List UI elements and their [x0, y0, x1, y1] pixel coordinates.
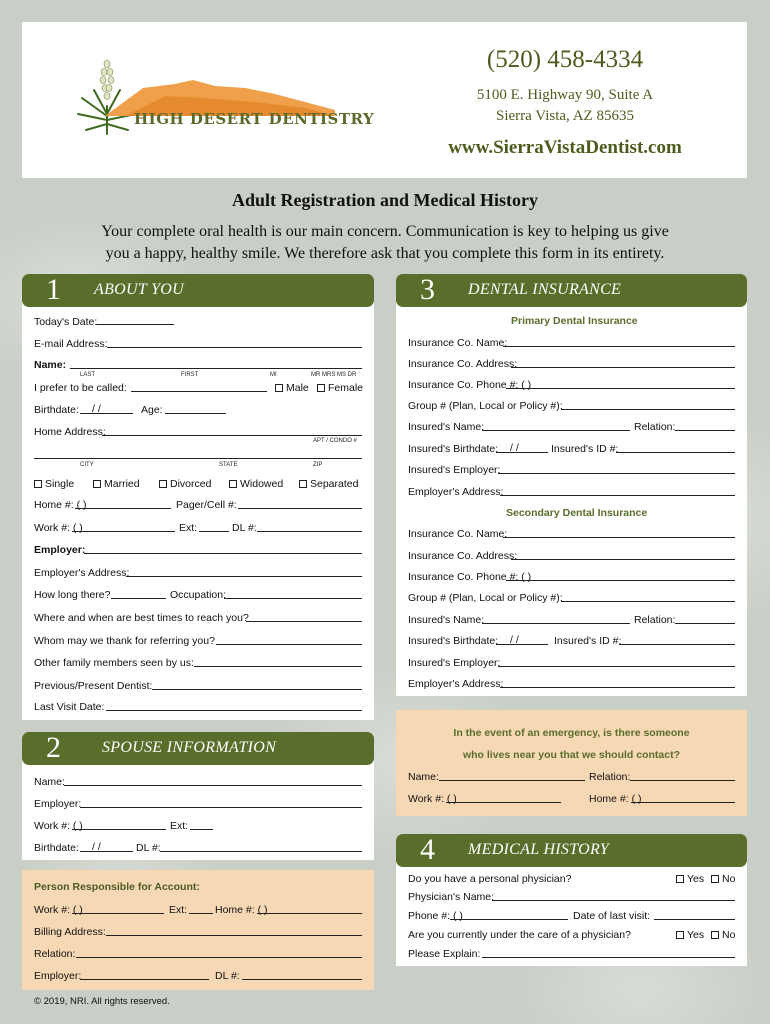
primary-insured-id-label: Insured's ID #:: [551, 443, 619, 455]
emergency-relation-label: Relation:: [589, 771, 631, 783]
emergency-work-label: Work #: ( ): [408, 793, 457, 805]
name-field[interactable]: [70, 368, 362, 369]
spouse-work-label: Work #: ( ): [34, 820, 83, 832]
secondary-co-address-label: Insurance Co. Address:: [408, 550, 518, 562]
section-title: ABOUT YOU: [94, 281, 184, 298]
spouse-name-label: Name:: [34, 776, 65, 788]
work-phone-label: Work #: ( ): [34, 522, 83, 534]
secondary-insured-name-field[interactable]: [482, 623, 630, 624]
checkbox-icon: [676, 931, 684, 939]
how-long-label: How long there?: [34, 589, 111, 601]
responsible-heading: Person Responsible for Account:: [34, 881, 200, 893]
secondary-employer-address-field[interactable]: [500, 687, 735, 688]
home-address-field[interactable]: [102, 435, 362, 436]
primary-employer-address-label: Employer's Address:: [408, 486, 504, 498]
section-number: 1: [46, 273, 61, 306]
primary-co-name-field[interactable]: [503, 346, 735, 347]
birthdate-label: Birthdate:: [34, 404, 79, 416]
physician-name-field[interactable]: [492, 900, 735, 901]
primary-co-phone-label: Insurance Co. Phone #: ( ): [408, 379, 532, 391]
checkbox-icon: [317, 384, 325, 392]
address-line-2: Sierra Vista, AZ 85635: [496, 108, 634, 124]
primary-insured-birthdate-label: Insured's Birthdate:: [408, 443, 499, 455]
referring-field[interactable]: [216, 644, 362, 645]
personal-physician-label: Do you have a personal physician?: [408, 873, 572, 885]
last-physician-visit-label: Date of last visit:: [573, 910, 651, 922]
checkbox-icon: [711, 931, 719, 939]
secondary-co-name-label: Insurance Co. Name:: [408, 528, 508, 540]
spouse-header: [22, 732, 374, 765]
state-caption: STATE: [219, 462, 238, 468]
family-field[interactable]: [194, 666, 362, 667]
secondary-insured-birthdate-field[interactable]: [496, 644, 548, 645]
primary-insurance-heading: Primary Dental Insurance: [511, 315, 638, 327]
checkbox-icon: [676, 875, 684, 883]
secondary-insured-employer-field[interactable]: [498, 666, 735, 667]
checkbox-icon: [711, 875, 719, 883]
secondary-co-address-field[interactable]: [511, 559, 735, 560]
secondary-employer-address-label: Employer's Address:: [408, 678, 504, 690]
best-times-field[interactable]: [246, 621, 362, 622]
spouse-dl-label: DL #:: [136, 842, 161, 854]
responsible-home-label: Home #: ( ): [215, 904, 268, 916]
intro-line-1: Your complete oral health is our main concern. Communication is key to helping us give: [101, 223, 669, 240]
primary-relation-field[interactable]: [675, 430, 735, 431]
secondary-insured-id-field[interactable]: [619, 644, 735, 645]
employer-label: Employer:: [34, 544, 86, 556]
prev-dentist-field[interactable]: [152, 689, 362, 690]
status-single-option[interactable]: Single: [34, 478, 74, 490]
secondary-co-phone-field[interactable]: [506, 580, 735, 581]
checkbox-icon: [275, 384, 283, 392]
email-field[interactable]: [107, 347, 362, 348]
status-widowed-option[interactable]: Widowed: [229, 478, 283, 490]
responsible-employer-label: Employer:: [34, 970, 82, 982]
responsible-work-label: Work #: ( ): [34, 904, 83, 916]
checkbox-icon: [93, 480, 101, 488]
dl-field[interactable]: [257, 531, 362, 532]
birthdate-field[interactable]: [80, 413, 133, 414]
family-label: Other family members seen by us:: [34, 657, 194, 669]
primary-insured-name-field[interactable]: [482, 430, 630, 431]
primary-group-field[interactable]: [561, 409, 735, 410]
medical-header: [396, 834, 747, 867]
phone-number: (520) 458-4334: [486, 46, 644, 73]
last-visit-field[interactable]: [106, 710, 362, 711]
emergency-heading-line-1: In the event of an emergency, is there someone: [453, 727, 690, 739]
spouse-birthdate-slashes: / /: [92, 841, 101, 853]
home-phone-field[interactable]: [75, 508, 171, 509]
name-label: Name:: [34, 359, 67, 371]
prefer-field[interactable]: [131, 391, 267, 392]
primary-group-label: Group # (Plan, Local or Policy #):: [408, 400, 563, 412]
spouse-birthdate-field[interactable]: [80, 851, 133, 852]
age-field[interactable]: [165, 413, 226, 414]
secondary-insured-id-label: Insured's ID #:: [554, 635, 622, 647]
email-label: E-mail Address:: [34, 338, 108, 350]
checkbox-icon: [299, 480, 307, 488]
best-times-label: Where and when are best times to reach you?: [34, 612, 249, 624]
emergency-name-label: Name:: [408, 771, 439, 783]
gender-male-option[interactable]: Male: [275, 382, 309, 394]
under-care-yes-option[interactable]: Yes: [676, 929, 704, 941]
occupation-field[interactable]: [224, 598, 362, 599]
checkbox-icon: [34, 480, 42, 488]
form-title: Adult Registration and Medical History: [232, 190, 538, 210]
pager-label: Pager/Cell #:: [176, 499, 237, 511]
home-address-label: Home Address:: [34, 426, 106, 438]
checkbox-icon: [229, 480, 237, 488]
name-mi-caption: MI: [270, 372, 277, 378]
section-number: 3: [420, 273, 435, 306]
responsible-home-field[interactable]: [257, 913, 362, 914]
emergency-relation-field[interactable]: [630, 780, 735, 781]
responsible-employer-field[interactable]: [80, 979, 209, 980]
emergency-heading-line-2: who lives near you that we should contact?: [462, 749, 681, 761]
spouse-work-field[interactable]: [72, 829, 166, 830]
name-first-caption: FIRST: [181, 372, 199, 378]
last-physician-visit-field[interactable]: [654, 919, 735, 920]
gender-female-option[interactable]: Female: [317, 382, 363, 394]
dl-label: DL #:: [232, 522, 257, 534]
secondary-group-field[interactable]: [561, 601, 735, 602]
physician-phone-label: Phone #: ( ): [408, 910, 463, 922]
responsible-dl-field[interactable]: [242, 979, 362, 980]
section-title: DENTAL INSURANCE: [468, 281, 622, 298]
todays-date-field[interactable]: [96, 324, 174, 325]
primary-insured-employer-field[interactable]: [498, 473, 735, 474]
responsible-dl-label: DL #:: [215, 970, 240, 982]
pager-field[interactable]: [238, 508, 362, 509]
explain-label: Please Explain:: [408, 948, 481, 960]
secondary-insured-name-label: Insured's Name:: [408, 614, 485, 626]
section-number: 4: [420, 833, 435, 866]
status-separated-option[interactable]: Separated: [299, 478, 358, 490]
address-line-1: 5100 E. Highway 90, Suite A: [476, 87, 654, 103]
ext-label: Ext:: [179, 522, 198, 534]
employer-address-field[interactable]: [126, 576, 362, 577]
primary-relation-label: Relation:: [634, 421, 676, 433]
emergency-name-field[interactable]: [439, 780, 585, 781]
occupation-label: Occupation:: [170, 589, 227, 601]
home-phone-label: Home #: ( ): [34, 499, 87, 511]
emergency-home-field[interactable]: [631, 802, 735, 803]
section-number: 2: [46, 731, 61, 764]
spouse-birthdate-label: Birthdate:: [34, 842, 79, 854]
name-titles-caption: MR MRS MS DR: [311, 372, 357, 378]
status-married-option[interactable]: Married: [93, 478, 140, 490]
section-title: MEDICAL HISTORY: [468, 841, 609, 858]
status-divorced-option[interactable]: Divorced: [159, 478, 211, 490]
website-link[interactable]: www.SierraVistaDentist.com: [448, 137, 682, 158]
about-you-header: [22, 274, 374, 307]
referring-label: Whom may we thank for referring you?: [34, 635, 215, 647]
personal-physician-yes-option[interactable]: Yes: [676, 873, 704, 885]
secondary-relation-field[interactable]: [675, 623, 735, 624]
secondary-co-phone-label: Insurance Co. Phone #: ( ): [408, 571, 532, 583]
work-phone-field[interactable]: [72, 531, 175, 532]
city-caption: CITY: [80, 462, 94, 468]
spouse-dl-field[interactable]: [160, 851, 362, 852]
zip-caption: ZIP: [313, 462, 323, 468]
age-label: Age:: [141, 404, 163, 416]
copyright-footer: © 2019, NRI. All rights reserved.: [34, 996, 170, 1007]
primary-co-address-field[interactable]: [511, 367, 735, 368]
billing-address-label: Billing Address:: [34, 926, 106, 938]
insurance-header: [396, 274, 747, 307]
primary-insured-id-field[interactable]: [616, 452, 735, 453]
spouse-employer-field[interactable]: [80, 807, 362, 808]
secondary-insurance-heading: Secondary Dental Insurance: [506, 507, 648, 519]
how-long-field[interactable]: [111, 598, 166, 599]
secondary-group-label: Group # (Plan, Local or Policy #):: [408, 592, 563, 604]
city-state-zip-field[interactable]: [34, 458, 362, 459]
physician-phone-field[interactable]: [450, 919, 568, 920]
secondary-birthdate-slashes: / /: [510, 634, 519, 646]
emergency-home-label: Home #: ( ): [589, 793, 642, 805]
apt-caption: APT / CONDO #: [313, 438, 357, 444]
primary-employer-address-field[interactable]: [500, 495, 735, 496]
logo-text: HIGH DESERT DENTISTRY: [134, 110, 375, 128]
employer-address-label: Employer's Address:: [34, 567, 130, 579]
responsible-relation-field[interactable]: [76, 957, 362, 958]
todays-date-label: Today's Date:: [34, 316, 98, 328]
section-title: SPOUSE INFORMATION: [102, 739, 277, 756]
primary-insured-name-label: Insured's Name:: [408, 421, 485, 433]
responsible-ext-field[interactable]: [189, 913, 213, 914]
ext-field[interactable]: [199, 531, 229, 532]
responsible-relation-label: Relation:: [34, 948, 76, 960]
primary-co-address-label: Insurance Co. Address:: [408, 358, 518, 370]
responsible-work-field[interactable]: [72, 913, 164, 914]
responsible-ext-label: Ext:: [169, 904, 188, 916]
spouse-employer-label: Employer:: [34, 798, 82, 810]
birthdate-slashes: / /: [92, 403, 101, 415]
physician-name-label: Physician's Name:: [408, 891, 495, 903]
under-care-no-option[interactable]: No: [711, 929, 735, 941]
primary-birthdate-slashes: / /: [510, 442, 519, 454]
checkbox-icon: [159, 480, 167, 488]
personal-physician-no-option[interactable]: No: [711, 873, 735, 885]
secondary-insured-employer-label: Insured's Employer:: [408, 657, 501, 669]
spouse-ext-field[interactable]: [190, 829, 213, 830]
secondary-co-name-field[interactable]: [503, 537, 735, 538]
employer-field[interactable]: [84, 553, 362, 554]
secondary-insured-birthdate-label: Insured's Birthdate:: [408, 635, 499, 647]
explain-field[interactable]: [482, 957, 735, 958]
intro-line-2: you a happy, healthy smile. We therefore ask that you complete this form in its entirety.: [105, 245, 665, 262]
secondary-relation-label: Relation:: [634, 614, 676, 626]
primary-insured-birthdate-field[interactable]: [496, 452, 548, 453]
last-visit-label: Last Visit Date:: [34, 701, 105, 713]
prefer-label: I prefer to be called:: [34, 382, 127, 394]
name-last-caption: LAST: [80, 372, 96, 378]
billing-address-field[interactable]: [106, 935, 362, 936]
primary-insured-employer-label: Insured's Employer:: [408, 464, 501, 476]
spouse-ext-label: Ext:: [170, 820, 189, 832]
prev-dentist-label: Previous/Present Dentist:: [34, 680, 153, 692]
primary-co-name-label: Insurance Co. Name:: [408, 337, 508, 349]
emergency-work-field[interactable]: [446, 802, 561, 803]
under-care-label: Are you currently under the care of a physician?: [408, 929, 631, 941]
primary-co-phone-field[interactable]: [506, 388, 735, 389]
spouse-name-field[interactable]: [64, 785, 362, 786]
